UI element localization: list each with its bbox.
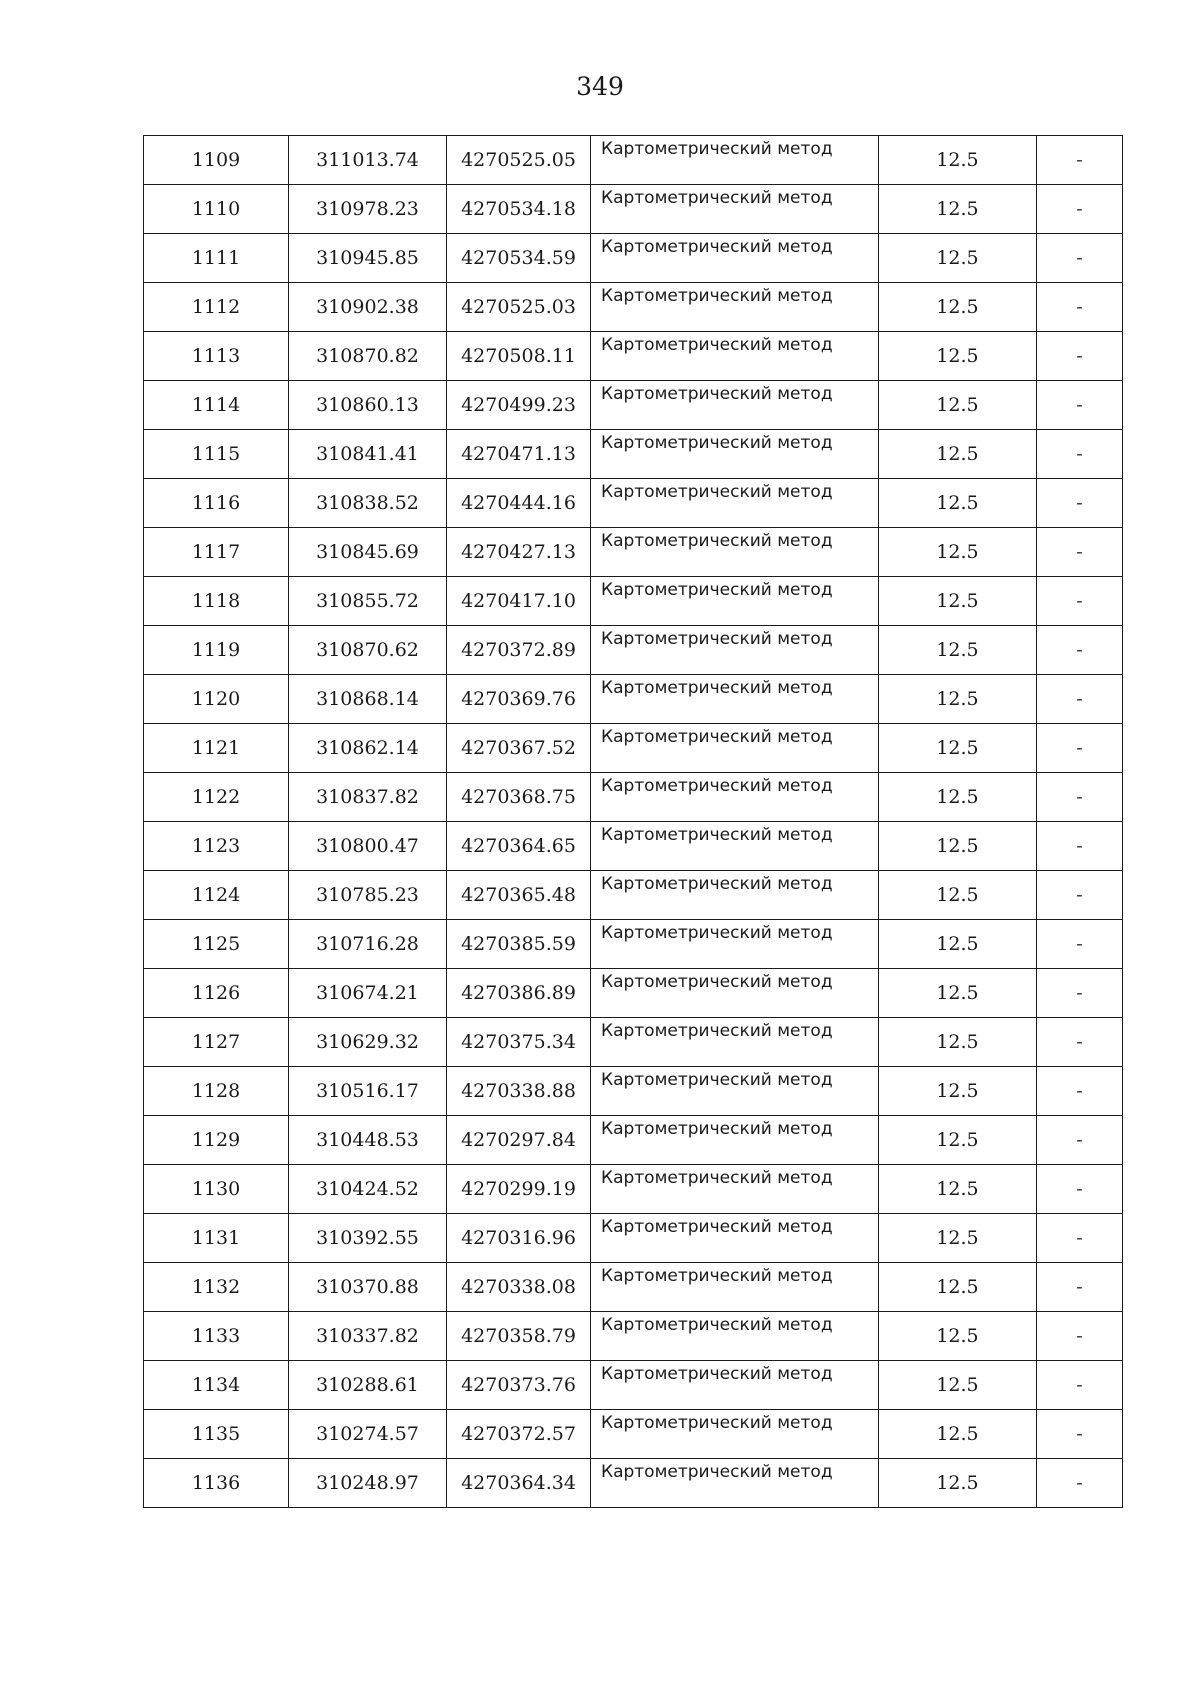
x-coordinate-cell: 310274.57	[289, 1410, 447, 1459]
y-coordinate-cell: 4270372.89	[447, 626, 591, 675]
table-row	[144, 822, 1123, 871]
point-number-cell: 1115	[144, 430, 289, 479]
x-coordinate-cell: 310870.62	[289, 626, 447, 675]
y-coordinate-cell: 4270525.03	[447, 283, 591, 332]
coordinates-table	[143, 135, 1123, 1508]
extra-cell: -	[1037, 1312, 1123, 1361]
accuracy-cell: 12.5	[879, 283, 1037, 332]
y-coordinate-cell: 4270444.16	[447, 479, 591, 528]
x-coordinate-cell: 310800.47	[289, 822, 447, 871]
method-cell: Картометрический метод	[591, 234, 879, 283]
method-cell: Картометрический метод	[591, 1067, 879, 1116]
method-cell: Картометрический метод	[591, 1116, 879, 1165]
method-cell: Картометрический метод	[591, 381, 879, 430]
accuracy-cell: 12.5	[879, 136, 1037, 185]
accuracy-cell: 12.5	[879, 1165, 1037, 1214]
accuracy-cell: 12.5	[879, 675, 1037, 724]
point-number-cell: 1133	[144, 1312, 289, 1361]
extra-cell: -	[1037, 283, 1123, 332]
x-coordinate-cell: 310337.82	[289, 1312, 447, 1361]
y-coordinate-cell: 4270372.57	[447, 1410, 591, 1459]
x-coordinate-cell: 310868.14	[289, 675, 447, 724]
method-cell: Картометрический метод	[591, 773, 879, 822]
y-coordinate-cell: 4270364.65	[447, 822, 591, 871]
point-number-cell: 1131	[144, 1214, 289, 1263]
extra-cell: -	[1037, 1165, 1123, 1214]
point-number-cell: 1129	[144, 1116, 289, 1165]
method-cell: Картометрический метод	[591, 1312, 879, 1361]
method-cell: Картометрический метод	[591, 1410, 879, 1459]
y-coordinate-cell: 4270369.76	[447, 675, 591, 724]
y-coordinate-cell: 4270508.11	[447, 332, 591, 381]
x-coordinate-cell: 310845.69	[289, 528, 447, 577]
y-coordinate-cell: 4270338.08	[447, 1263, 591, 1312]
method-cell: Картометрический метод	[591, 1263, 879, 1312]
extra-cell: -	[1037, 920, 1123, 969]
x-coordinate-cell: 310945.85	[289, 234, 447, 283]
extra-cell: -	[1037, 675, 1123, 724]
method-cell: Картометрический метод	[591, 283, 879, 332]
table-row	[144, 528, 1123, 577]
point-number-cell: 1112	[144, 283, 289, 332]
x-coordinate-cell: 310516.17	[289, 1067, 447, 1116]
extra-cell: -	[1037, 136, 1123, 185]
table-row	[144, 773, 1123, 822]
y-coordinate-cell: 4270299.19	[447, 1165, 591, 1214]
accuracy-cell: 12.5	[879, 969, 1037, 1018]
point-number-cell: 1132	[144, 1263, 289, 1312]
extra-cell: -	[1037, 1263, 1123, 1312]
accuracy-cell: 12.5	[879, 1459, 1037, 1508]
point-number-cell: 1136	[144, 1459, 289, 1508]
x-coordinate-cell: 310629.32	[289, 1018, 447, 1067]
extra-cell: -	[1037, 724, 1123, 773]
y-coordinate-cell: 4270338.88	[447, 1067, 591, 1116]
y-coordinate-cell: 4270534.18	[447, 185, 591, 234]
y-coordinate-cell: 4270525.05	[447, 136, 591, 185]
method-cell: Картометрический метод	[591, 528, 879, 577]
table-row	[144, 332, 1123, 381]
point-number-cell: 1121	[144, 724, 289, 773]
y-coordinate-cell: 4270358.79	[447, 1312, 591, 1361]
accuracy-cell: 12.5	[879, 1116, 1037, 1165]
table-row	[144, 969, 1123, 1018]
y-coordinate-cell: 4270471.13	[447, 430, 591, 479]
x-coordinate-cell: 310902.38	[289, 283, 447, 332]
table-row	[144, 1018, 1123, 1067]
point-number-cell: 1122	[144, 773, 289, 822]
x-coordinate-cell: 310841.41	[289, 430, 447, 479]
method-cell: Картометрический метод	[591, 724, 879, 773]
accuracy-cell: 12.5	[879, 577, 1037, 626]
y-coordinate-cell: 4270385.59	[447, 920, 591, 969]
extra-cell: -	[1037, 1067, 1123, 1116]
method-cell: Картометрический метод	[591, 577, 879, 626]
accuracy-cell: 12.5	[879, 1361, 1037, 1410]
extra-cell: -	[1037, 969, 1123, 1018]
extra-cell: -	[1037, 430, 1123, 479]
method-cell: Картометрический метод	[591, 920, 879, 969]
method-cell: Картометрический метод	[591, 1214, 879, 1263]
point-number-cell: 1113	[144, 332, 289, 381]
y-coordinate-cell: 4270316.96	[447, 1214, 591, 1263]
accuracy-cell: 12.5	[879, 822, 1037, 871]
extra-cell: -	[1037, 1018, 1123, 1067]
point-number-cell: 1134	[144, 1361, 289, 1410]
table-row	[144, 871, 1123, 920]
accuracy-cell: 12.5	[879, 479, 1037, 528]
table-row	[144, 1410, 1123, 1459]
x-coordinate-cell: 310248.97	[289, 1459, 447, 1508]
x-coordinate-cell: 310855.72	[289, 577, 447, 626]
table-row	[144, 381, 1123, 430]
point-number-cell: 1118	[144, 577, 289, 626]
table-row	[144, 1165, 1123, 1214]
x-coordinate-cell: 310674.21	[289, 969, 447, 1018]
point-number-cell: 1125	[144, 920, 289, 969]
method-cell: Картометрический метод	[591, 136, 879, 185]
accuracy-cell: 12.5	[879, 724, 1037, 773]
y-coordinate-cell: 4270368.75	[447, 773, 591, 822]
point-number-cell: 1127	[144, 1018, 289, 1067]
extra-cell: -	[1037, 871, 1123, 920]
y-coordinate-cell: 4270427.13	[447, 528, 591, 577]
method-cell: Картометрический метод	[591, 822, 879, 871]
extra-cell: -	[1037, 1214, 1123, 1263]
accuracy-cell: 12.5	[879, 920, 1037, 969]
accuracy-cell: 12.5	[879, 1312, 1037, 1361]
accuracy-cell: 12.5	[879, 871, 1037, 920]
point-number-cell: 1124	[144, 871, 289, 920]
table-row	[144, 1459, 1123, 1508]
point-number-cell: 1119	[144, 626, 289, 675]
accuracy-cell: 12.5	[879, 1263, 1037, 1312]
table-row	[144, 577, 1123, 626]
table-row	[144, 136, 1123, 185]
extra-cell: -	[1037, 822, 1123, 871]
accuracy-cell: 12.5	[879, 528, 1037, 577]
y-coordinate-cell: 4270534.59	[447, 234, 591, 283]
point-number-cell: 1109	[144, 136, 289, 185]
accuracy-cell: 12.5	[879, 332, 1037, 381]
point-number-cell: 1111	[144, 234, 289, 283]
method-cell: Картометрический метод	[591, 1459, 879, 1508]
x-coordinate-cell: 310862.14	[289, 724, 447, 773]
x-coordinate-cell: 310860.13	[289, 381, 447, 430]
table-row	[144, 185, 1123, 234]
table-row	[144, 675, 1123, 724]
table-row	[144, 1067, 1123, 1116]
point-number-cell: 1130	[144, 1165, 289, 1214]
table-row	[144, 1312, 1123, 1361]
coordinates-table-body	[144, 136, 1123, 1508]
point-number-cell: 1120	[144, 675, 289, 724]
method-cell: Картометрический метод	[591, 1361, 879, 1410]
accuracy-cell: 12.5	[879, 1018, 1037, 1067]
table-row	[144, 479, 1123, 528]
accuracy-cell: 12.5	[879, 1067, 1037, 1116]
table-row	[144, 626, 1123, 675]
y-coordinate-cell: 4270386.89	[447, 969, 591, 1018]
y-coordinate-cell: 4270367.52	[447, 724, 591, 773]
accuracy-cell: 12.5	[879, 381, 1037, 430]
point-number-cell: 1126	[144, 969, 289, 1018]
extra-cell: -	[1037, 1410, 1123, 1459]
x-coordinate-cell: 310370.88	[289, 1263, 447, 1312]
table-row	[144, 724, 1123, 773]
point-number-cell: 1135	[144, 1410, 289, 1459]
method-cell: Картометрический метод	[591, 1018, 879, 1067]
accuracy-cell: 12.5	[879, 430, 1037, 479]
y-coordinate-cell: 4270373.76	[447, 1361, 591, 1410]
extra-cell: -	[1037, 1459, 1123, 1508]
method-cell: Картометрический метод	[591, 430, 879, 479]
y-coordinate-cell: 4270297.84	[447, 1116, 591, 1165]
table-row	[144, 1214, 1123, 1263]
x-coordinate-cell: 310978.23	[289, 185, 447, 234]
y-coordinate-cell: 4270365.48	[447, 871, 591, 920]
table-row	[144, 283, 1123, 332]
table-row	[144, 430, 1123, 479]
table-row	[144, 234, 1123, 283]
table-row	[144, 1116, 1123, 1165]
point-number-cell: 1116	[144, 479, 289, 528]
accuracy-cell: 12.5	[879, 234, 1037, 283]
x-coordinate-cell: 310288.61	[289, 1361, 447, 1410]
extra-cell: -	[1037, 528, 1123, 577]
page-number: 349	[576, 72, 624, 101]
extra-cell: -	[1037, 332, 1123, 381]
point-number-cell: 1117	[144, 528, 289, 577]
extra-cell: -	[1037, 773, 1123, 822]
y-coordinate-cell: 4270499.23	[447, 381, 591, 430]
method-cell: Картометрический метод	[591, 1165, 879, 1214]
extra-cell: -	[1037, 626, 1123, 675]
table-row	[144, 920, 1123, 969]
table-row	[144, 1263, 1123, 1312]
method-cell: Картометрический метод	[591, 479, 879, 528]
extra-cell: -	[1037, 1116, 1123, 1165]
x-coordinate-cell: 310392.55	[289, 1214, 447, 1263]
point-number-cell: 1123	[144, 822, 289, 871]
x-coordinate-cell: 311013.74	[289, 136, 447, 185]
method-cell: Картометрический метод	[591, 969, 879, 1018]
x-coordinate-cell: 310870.82	[289, 332, 447, 381]
extra-cell: -	[1037, 479, 1123, 528]
method-cell: Картометрический метод	[591, 675, 879, 724]
method-cell: Картометрический метод	[591, 185, 879, 234]
table-row	[144, 1361, 1123, 1410]
accuracy-cell: 12.5	[879, 185, 1037, 234]
point-number-cell: 1128	[144, 1067, 289, 1116]
x-coordinate-cell: 310448.53	[289, 1116, 447, 1165]
accuracy-cell: 12.5	[879, 1214, 1037, 1263]
extra-cell: -	[1037, 185, 1123, 234]
y-coordinate-cell: 4270375.34	[447, 1018, 591, 1067]
x-coordinate-cell: 310785.23	[289, 871, 447, 920]
y-coordinate-cell: 4270417.10	[447, 577, 591, 626]
method-cell: Картометрический метод	[591, 871, 879, 920]
method-cell: Картометрический метод	[591, 626, 879, 675]
accuracy-cell: 12.5	[879, 1410, 1037, 1459]
accuracy-cell: 12.5	[879, 773, 1037, 822]
x-coordinate-cell: 310424.52	[289, 1165, 447, 1214]
extra-cell: -	[1037, 234, 1123, 283]
extra-cell: -	[1037, 381, 1123, 430]
extra-cell: -	[1037, 1361, 1123, 1410]
point-number-cell: 1114	[144, 381, 289, 430]
y-coordinate-cell: 4270364.34	[447, 1459, 591, 1508]
method-cell: Картометрический метод	[591, 332, 879, 381]
x-coordinate-cell: 310838.52	[289, 479, 447, 528]
point-number-cell: 1110	[144, 185, 289, 234]
accuracy-cell: 12.5	[879, 626, 1037, 675]
x-coordinate-cell: 310716.28	[289, 920, 447, 969]
x-coordinate-cell: 310837.82	[289, 773, 447, 822]
extra-cell: -	[1037, 577, 1123, 626]
